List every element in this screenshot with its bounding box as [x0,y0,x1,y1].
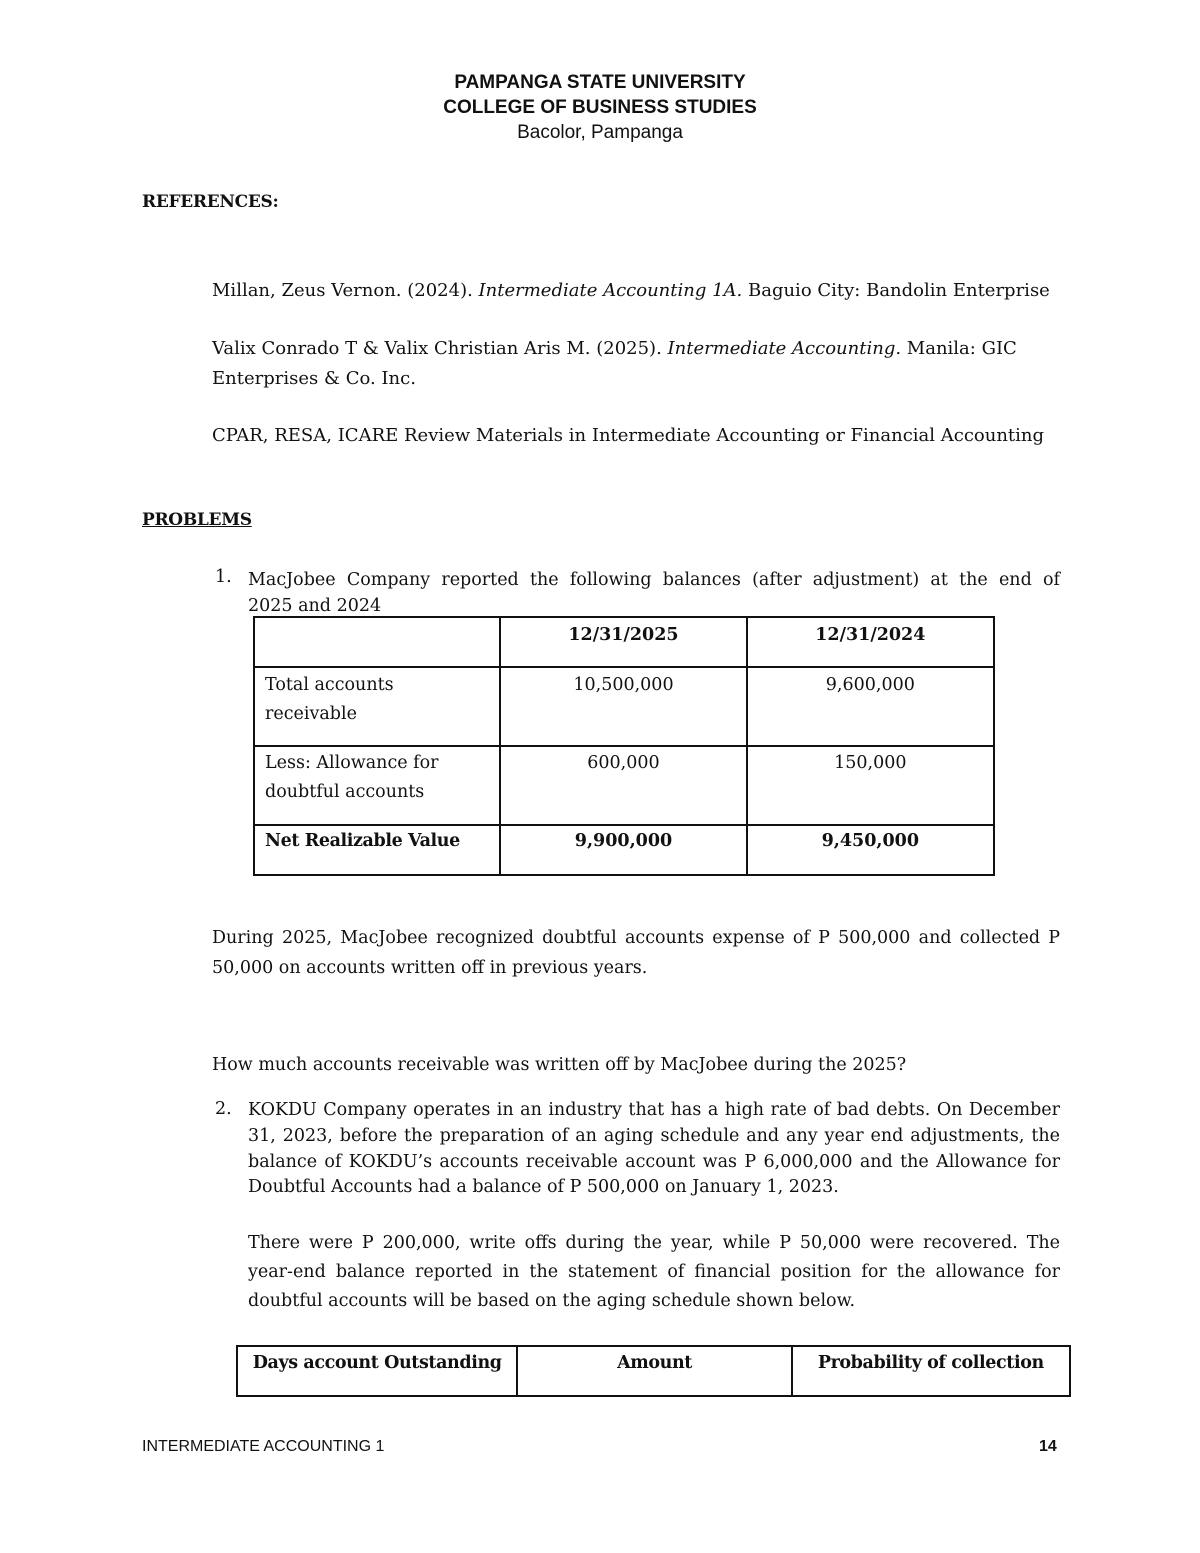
problem-2-line3: balance of KOKDU’s accounts receivable account was P 6,000,000 and the Allowance for [248,1152,1060,1172]
table-row [254,746,994,825]
probability-header: Probability of collection [792,1346,1070,1396]
problem-1-line2: 2025 and 2024 [248,596,382,616]
footer-course: INTERMEDIATE ACCOUNTING 1 [142,1438,385,1455]
problem-2-para2-line1: There were P 200,000, write offs during the year, while P 50,000 were recovered. The [248,1233,1060,1253]
reference-1: Millan, Zeus Vernon. (2024). Intermediate Accounting 1A. Baguio City: Bandolin Enterprise [212,280,1050,301]
problem-1-question: How much accounts receivable was written off by MacJobee during the 2025? [212,1055,907,1075]
problems-heading: PROBLEMS [142,510,252,530]
problem-2-para2-line3: doubtful accounts will be based on the aging schedule shown below. [248,1291,856,1311]
col-2025-header: 12/31/2025 [500,617,746,667]
reference-2: Valix Conrado T & Valix Christian Aris M. (2025). Intermediate Accounting. Manila: GIC [212,338,1017,359]
aging-schedule-table [236,1345,1071,1397]
net-value-2024: 9,450,000 [747,825,994,875]
balances-table [253,616,995,876]
university-name: PAMPANGA STATE UNIVERSITY [454,72,746,93]
college-name: COLLEGE OF BUSINESS STUDIES [443,97,757,118]
row-label: Less: Allowance for doubtful accounts [254,746,500,825]
value-2024: 150,000 [747,746,994,825]
table-row-total [254,825,994,875]
row-label: Total accounts receivable [254,667,500,746]
col-2024-header: 12/31/2024 [747,617,994,667]
reference-2-cont: Enterprises & Co. Inc. [212,368,416,389]
problem-2-line1: KOKDU Company operates in an industry that has a high rate of bad debts. On December [248,1100,1060,1120]
problem-1-line1: MacJobee Company reported the following balances (after adjustment) at the end of [248,570,1060,590]
table-header-row [254,617,994,667]
table-row [254,667,994,746]
references-heading: REFERENCES: [142,192,279,212]
problem-1-number: 1. [215,567,232,587]
value-2025: 600,000 [500,746,746,825]
days-outstanding-header: Days account Outstanding [237,1346,517,1396]
problem-2-number: 2. [215,1099,232,1119]
amount-header: Amount [517,1346,791,1396]
problem-1-during-line2: 50,000 on accounts written off in previous years. [212,958,648,978]
problem-2-para2-line2: year-end balance reported in the statement of financial position for the allowance for [248,1262,1060,1282]
problem-1-during-line1: During 2025, MacJobee recognized doubtful accounts expense of P 500,000 and collected P [212,928,1060,948]
table-header-empty [254,617,500,667]
value-2024: 9,600,000 [747,667,994,746]
problem-2-line2: 31, 2023, before the preparation of an aging schedule and any year end adjustments, the [248,1126,1060,1146]
problem-2-line4: Doubtful Accounts had a balance of P 500,000 on January 1, 2023. [248,1177,839,1197]
table-header-row [237,1346,1070,1396]
campus-location: Bacolor, Pampanga [517,122,683,143]
row-label-net-realizable: Net Realizable Value [254,825,500,875]
page-number: 14 [1039,1438,1057,1455]
value-2025: 10,500,000 [500,667,746,746]
net-value-2025: 9,900,000 [500,825,746,875]
reference-3: CPAR, RESA, ICARE Review Materials in Intermediate Accounting or Financial Accounting [212,425,1045,446]
